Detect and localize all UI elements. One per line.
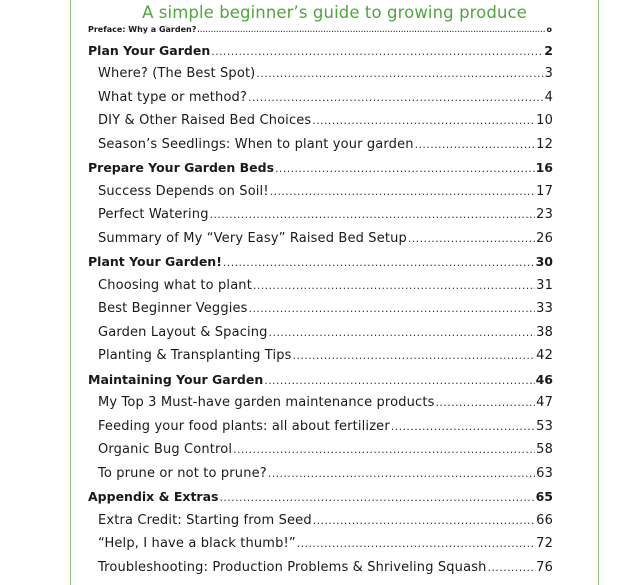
dot-leader xyxy=(312,114,535,127)
dot-leader xyxy=(297,537,535,550)
toc-entry-label: Season’s Seedlings: When to plant your garden xyxy=(98,137,414,152)
toc-entry-label: Where? (The Best Spot) xyxy=(98,66,256,81)
toc-entry-label: My Top 3 Must-have garden maintenance products xyxy=(98,395,435,410)
dot-leader xyxy=(223,256,535,269)
document-title: A simple beginner’s guide to growing produce xyxy=(142,3,527,22)
toc-entry-label: What type or method? xyxy=(98,90,247,105)
toc-entry-label: Summary of My “Very Easy” Raised Bed Setup xyxy=(98,231,407,246)
dot-leader xyxy=(233,443,535,456)
dot-leader xyxy=(248,91,544,104)
toc-entry-page: 47 xyxy=(536,395,553,410)
dot-leader xyxy=(210,208,536,221)
toc-section-entry[interactable] xyxy=(88,254,553,269)
dot-leader xyxy=(391,420,535,433)
toc-subsection-entry[interactable] xyxy=(98,325,553,340)
toc-entry-label: Preface: Why a Garden? xyxy=(88,25,197,34)
toc-subsection-entry[interactable] xyxy=(98,90,553,105)
toc-entry-page: 4 xyxy=(544,90,553,105)
dot-leader xyxy=(488,561,536,574)
toc-subsection-entry[interactable] xyxy=(98,207,553,222)
toc-entry-page: 31 xyxy=(536,278,553,293)
toc-subsection-entry[interactable] xyxy=(98,442,553,457)
toc-subsection-entry[interactable] xyxy=(98,301,553,316)
toc-entry-page: 23 xyxy=(536,207,553,222)
dot-leader xyxy=(293,349,536,362)
toc-entry-page: 63 xyxy=(536,466,553,481)
toc-entry-page: 2 xyxy=(544,43,553,58)
toc-section-entry[interactable] xyxy=(88,489,553,504)
dot-leader xyxy=(269,326,536,339)
dot-leader xyxy=(219,491,534,504)
toc-entry-page: o xyxy=(546,25,552,34)
toc-entry-label: Appendix & Extras xyxy=(88,489,219,504)
dot-leader xyxy=(268,467,535,480)
toc-entry-label: Troubleshooting: Production Problems & Shriveling Squash xyxy=(98,560,487,575)
toc-entry-label: Plan Your Garden xyxy=(88,43,211,58)
toc-entry-page: 53 xyxy=(536,419,553,434)
toc-entry-page: 76 xyxy=(536,560,553,575)
dot-leader xyxy=(275,162,535,175)
toc-subsection-entry[interactable] xyxy=(98,184,553,199)
dot-leader xyxy=(270,185,535,198)
toc-entry-preface[interactable] xyxy=(88,25,552,34)
toc-section-entry[interactable] xyxy=(88,160,553,175)
toc-section-entry[interactable] xyxy=(88,43,553,58)
toc-entry-label: “Help, I have a black thumb!” xyxy=(98,536,296,551)
toc-entry-label: Extra Credit: Starting from Seed xyxy=(98,513,312,528)
toc-entry-label: Prepare Your Garden Beds xyxy=(88,160,275,175)
toc-entry-page: 72 xyxy=(536,536,553,551)
toc-entry-page: 12 xyxy=(536,137,553,152)
toc-subsection-entry[interactable] xyxy=(98,513,553,528)
dot-leader xyxy=(197,27,545,34)
toc-entry-label: Best Beginner Veggies xyxy=(98,301,248,316)
toc-subsection-entry[interactable] xyxy=(98,419,553,434)
toc-entry-page: 66 xyxy=(536,513,553,528)
toc-subsection-entry[interactable] xyxy=(98,348,553,363)
toc-entry-label: Maintaining Your Garden xyxy=(88,372,264,387)
toc-entry-label: Success Depends on Soil! xyxy=(98,184,269,199)
toc-entry-label: Feeding your food plants: all about fertilizer xyxy=(98,419,390,434)
toc-entry-label: Garden Layout & Spacing xyxy=(98,325,268,340)
toc-entry-page: 17 xyxy=(536,184,553,199)
dot-leader xyxy=(436,396,536,409)
toc-entry-label: Choosing what to plant xyxy=(98,278,252,293)
toc-subsection-entry[interactable] xyxy=(98,137,553,152)
dot-leader xyxy=(211,45,543,58)
toc-entry-page: 3 xyxy=(544,66,553,81)
toc-entry-page: 16 xyxy=(535,160,553,175)
toc-entry-page: 33 xyxy=(536,301,553,316)
toc-section-entry[interactable] xyxy=(88,372,553,387)
toc-entry-label: Planting & Transplanting Tips xyxy=(98,348,292,363)
toc-entry-page: 58 xyxy=(536,442,553,457)
toc-entry-page: 10 xyxy=(536,113,553,128)
toc-entry-page: 26 xyxy=(536,231,553,246)
dot-leader xyxy=(415,138,536,151)
toc-entry-page: 42 xyxy=(536,348,553,363)
toc-entry-label: To prune or not to prune? xyxy=(98,466,267,481)
dot-leader xyxy=(249,302,536,315)
toc-entry-page: 38 xyxy=(536,325,553,340)
dot-leader xyxy=(313,514,535,527)
dot-leader xyxy=(264,374,534,387)
toc-entry-label: Perfect Watering xyxy=(98,207,209,222)
toc-subsection-entry[interactable] xyxy=(98,231,553,246)
toc-subsection-entry[interactable] xyxy=(98,560,553,575)
dot-leader xyxy=(253,279,535,292)
toc-subsection-entry[interactable] xyxy=(98,536,553,551)
toc-entry-page: 30 xyxy=(535,254,553,269)
toc-entry-page: 46 xyxy=(535,372,553,387)
toc-subsection-entry[interactable] xyxy=(98,395,553,410)
toc-entry-label: Plant Your Garden! xyxy=(88,254,222,269)
toc-subsection-entry[interactable] xyxy=(98,466,553,481)
toc-subsection-entry[interactable] xyxy=(98,66,553,81)
dot-leader xyxy=(256,67,543,80)
toc-entry-label: DIY & Other Raised Bed Choices xyxy=(98,113,312,128)
dot-leader xyxy=(408,232,535,245)
toc-entry-label: Organic Bug Control xyxy=(98,442,233,457)
toc-subsection-entry[interactable] xyxy=(98,113,553,128)
toc-entry-page: 65 xyxy=(535,489,553,504)
toc-subsection-entry[interactable] xyxy=(98,278,553,293)
